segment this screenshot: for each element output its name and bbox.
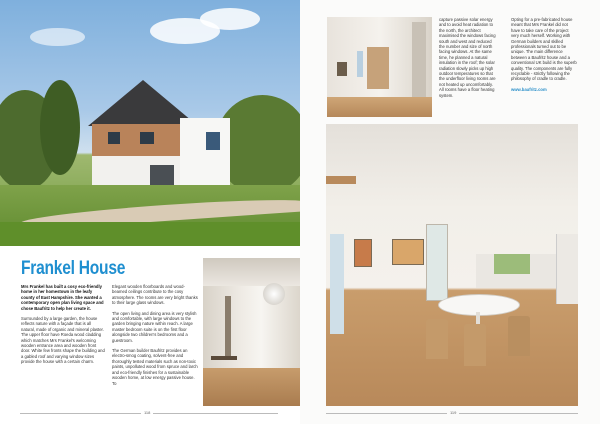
article-title: Frankel House <box>21 258 126 279</box>
body-paragraph: Elegant wooden floorboards and wood-beamed ceilings contribute to the cosy atmosphere. The rooms are very bright thanks to their large glass windows. <box>112 284 198 306</box>
left-text-column-2 <box>112 284 198 391</box>
open-plan-kitchen-photo <box>326 124 578 406</box>
body-paragraph: The German builder Baufritz provides an electro-smog coating, solvent-free and thoroughly tested materials such as non-toxic paints, unpolluted wood from spruce and larch and eco-friendly finishes for a sustainable wooden home, at low energy passive house. To <box>112 348 198 386</box>
body-paragraph: capture passive solar energy and to avoid heat radiation to the north, the architect maximised the windows facing south and west and reduced the number and size of north facing windows. At the same time, he planned a natural insulation in the roof; the solar radiation slowly picks up high outdoor temperatures so that the underfloor living rooms are not heated up uncomfortably. All rooms have a floor heating system. <box>439 17 496 98</box>
right-text-column-1 <box>439 17 497 103</box>
body-paragraph: Surrounded by a large garden, the house reflects nature with a façade that is all natural, made of organic and mineral plaster. The upper floor have Roeda wood cladding which matches Mrs Frankel's welcoming wooden entrance area and wooden front door. White few fronts shape the building and a gabled roof and varying window sizes provide the house with a certain charm. <box>21 316 105 365</box>
corridor-photo <box>327 17 432 117</box>
lead-paragraph: Mrs Frankel has built a cosy eco-friendly home in her homestown in the leafy county of East Hampshire. She wanted a contemporary open plan living space and chose Baufritz to help her create it. <box>21 284 104 311</box>
body-paragraph: Opting for a pre-fabricated house meant that Mrs Frankel did not have to take care of the project very much herself. Working with German builders and skilled professionals turned out to be unique. The main difference between a Baufritz house and a conventional UK build is the superb quality. The components are fully recyclable - strictly following the philosophy of cradle to cradle. <box>511 17 577 82</box>
right-text-column-2 <box>511 17 577 97</box>
right-page <box>300 0 600 424</box>
website-link[interactable]: www.baufritz.com <box>511 86 547 92</box>
page-number-left: 118 <box>141 410 153 415</box>
house-exterior-photo <box>0 0 300 246</box>
hallway-photo <box>203 258 300 406</box>
page-number-right: 119 <box>447 410 459 415</box>
left-text-column-1 <box>21 284 105 370</box>
body-paragraph: The open living and dining area is very stylish and comfortable, with large windows to the garden bringing nature within reach. A large master bedroom suite is on the first floor alongside two children's bedrooms and a guestroom. <box>112 310 197 343</box>
